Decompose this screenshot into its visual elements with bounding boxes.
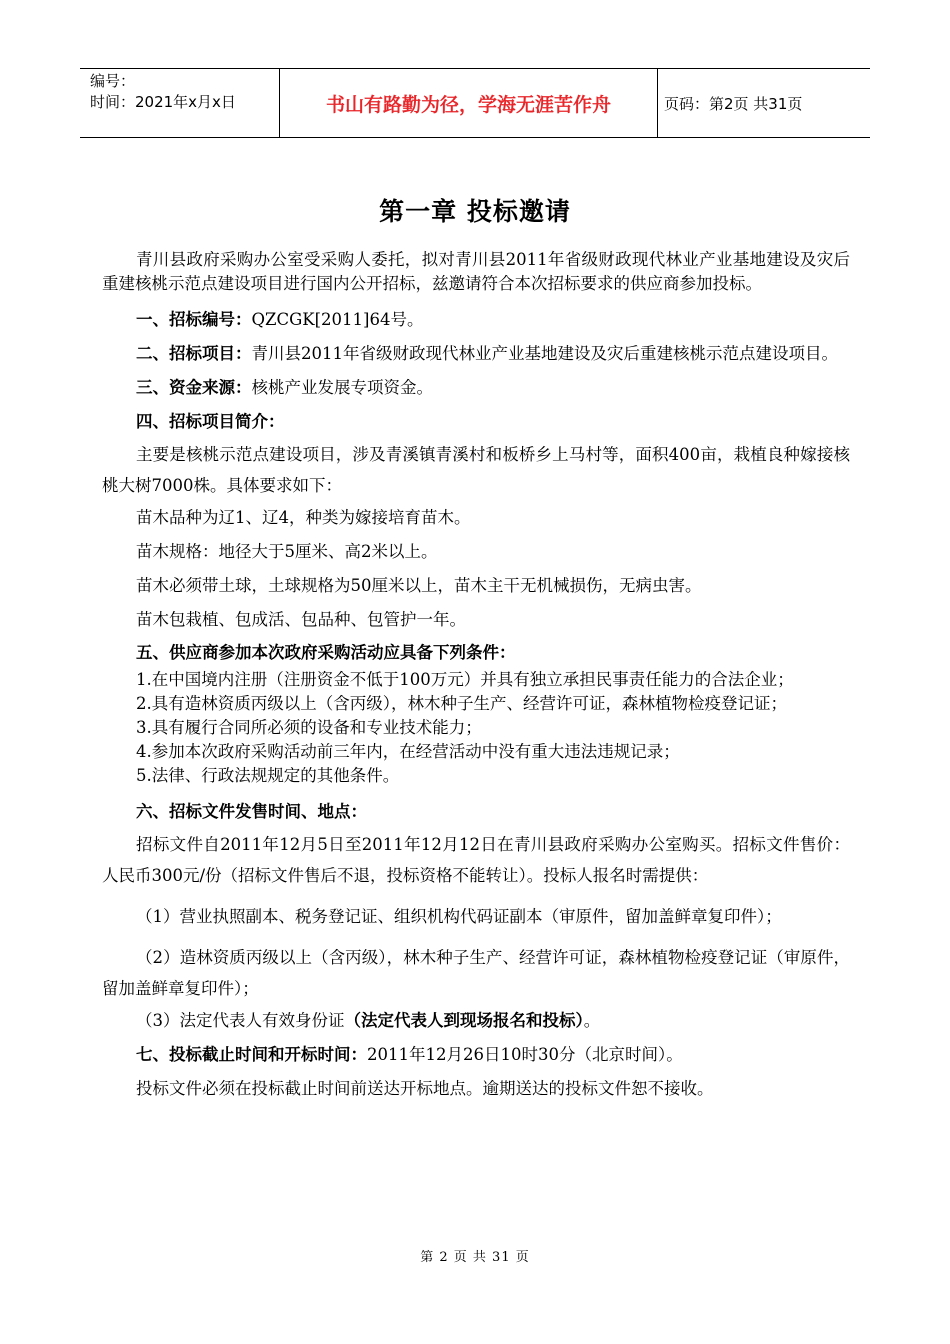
section-5-item: 3.具有履行合同所必须的设备和专业技术能力； bbox=[136, 718, 482, 737]
section-2 bbox=[102, 337, 850, 371]
section-3-text: 核桃产业发展专项资金。 bbox=[251, 378, 433, 397]
section-7-text: 2011年12月26日10时30分（北京时间）。 bbox=[367, 1045, 683, 1064]
section-5-item: 1.在中国境内注册（注册资金不低于100万元）并具有独立承担民事责任能力的合法企业； bbox=[136, 670, 794, 689]
header-page-info: 页码：第2页 共31页 bbox=[664, 94, 803, 113]
section-2-heading: 二、招标项目： bbox=[136, 344, 252, 363]
page-header bbox=[80, 68, 870, 138]
document-number-label: 编号： bbox=[90, 72, 136, 90]
section-4-heading: 四、招标项目简介： bbox=[136, 412, 285, 431]
section-1-heading: 一、招标编号： bbox=[136, 310, 252, 329]
section-6-paragraph: （2）造林资质丙级以上（含丙级），林木种子生产、经营许可证，森林植物检疫登记证（审原件，留加盖鲜章复印件）； bbox=[102, 948, 850, 998]
section-6-heading bbox=[102, 795, 850, 829]
section-4-paragraph: 苗木包栽植、包成活、包品种、包管护一年。 bbox=[136, 610, 466, 629]
section-4-paragraph: 苗木品种为辽1、辽4，种类为嫁接培育苗木。 bbox=[136, 508, 471, 527]
section-7-heading: 七、投标截止时间和开标时间： bbox=[136, 1045, 367, 1064]
section-5-heading-text: 五、供应商参加本次政府采购活动应具备下列条件： bbox=[136, 643, 516, 662]
section-7-paragraph: 投标文件必须在投标截止时间前送达开标地点。逾期送达的投标文件恕不接收。 bbox=[136, 1079, 714, 1098]
header-meta bbox=[80, 69, 280, 137]
header-motto: 书山有路勤为径，学海无涯苦作舟 bbox=[280, 69, 658, 137]
section-1 bbox=[102, 303, 850, 337]
section-4-paragraph: 主要是核桃示范点建设项目，涉及青溪镇青溪村和板桥乡上马村等，面积400亩，栽植良种嫁接核桃大树7000株。具体要求如下： bbox=[102, 445, 850, 495]
section-6-p4-bold: （法定代表人到现场报名和投标） bbox=[344, 1011, 584, 1030]
document-body bbox=[102, 248, 850, 1106]
section-2-text: 青川县2011年省级财政现代林业产业基地建设及灾后重建核桃示范点建设项目。 bbox=[251, 344, 838, 363]
section-4-paragraph: 苗木规格：地径大于5厘米、高2米以上。 bbox=[136, 542, 438, 561]
section-6-heading-text: 六、招标文件发售时间、地点： bbox=[136, 802, 367, 821]
section-5-item: 2.具有造林资质丙级以上（含丙级），林木种子生产、经营许可证，森林植物检疫登记证； bbox=[136, 694, 787, 713]
section-3 bbox=[102, 371, 850, 405]
section-6-paragraph: （1）营业执照副本、税务登记证、组织机构代码证副本（审原件，留加盖鲜章复印件）； bbox=[136, 907, 782, 926]
document-time-label: 时间：2021年x月x日 bbox=[90, 93, 236, 111]
section-5-heading bbox=[102, 637, 850, 668]
section-6-p4-text: （3）法定代表人有效身份证 bbox=[136, 1011, 345, 1030]
section-6-paragraph bbox=[102, 1004, 850, 1038]
section-3-heading: 三、资金来源： bbox=[136, 378, 252, 397]
section-5-item: 5.法律、行政法规规定的其他条件。 bbox=[136, 766, 400, 785]
section-6-p4-end: 。 bbox=[583, 1011, 601, 1030]
section-6-paragraph: 招标文件自2011年12月5日至2011年12月12日在青川县政府采购办公室购买。招标文件售价：人民币300元/份（招标文件售后不退，投标资格不能转让）。投标人报名时需提供： bbox=[102, 835, 850, 885]
section-7 bbox=[102, 1038, 850, 1072]
section-1-text: QZCGK[2011]64号。 bbox=[251, 310, 424, 329]
page-footer: 第 2 页 共 31 页 bbox=[420, 1250, 530, 1265]
section-5-item: 4.参加本次政府采购活动前三年内，在经营活动中没有重大违法违规记录； bbox=[136, 742, 680, 761]
section-4-paragraph: 苗木必须带土球，土球规格为50厘米以上，苗木主干无机械损伤，无病虫害。 bbox=[136, 576, 702, 595]
chapter-title: 第一章 投标邀请 bbox=[379, 197, 571, 226]
intro-paragraph: 青川县政府采购办公室受采购人委托，拟对青川县2011年省级财政现代林业产业基地建设及灾后重建核桃示范点建设项目进行国内公开招标，兹邀请符合本次招标要求的供应商参加投标。 bbox=[102, 250, 850, 293]
